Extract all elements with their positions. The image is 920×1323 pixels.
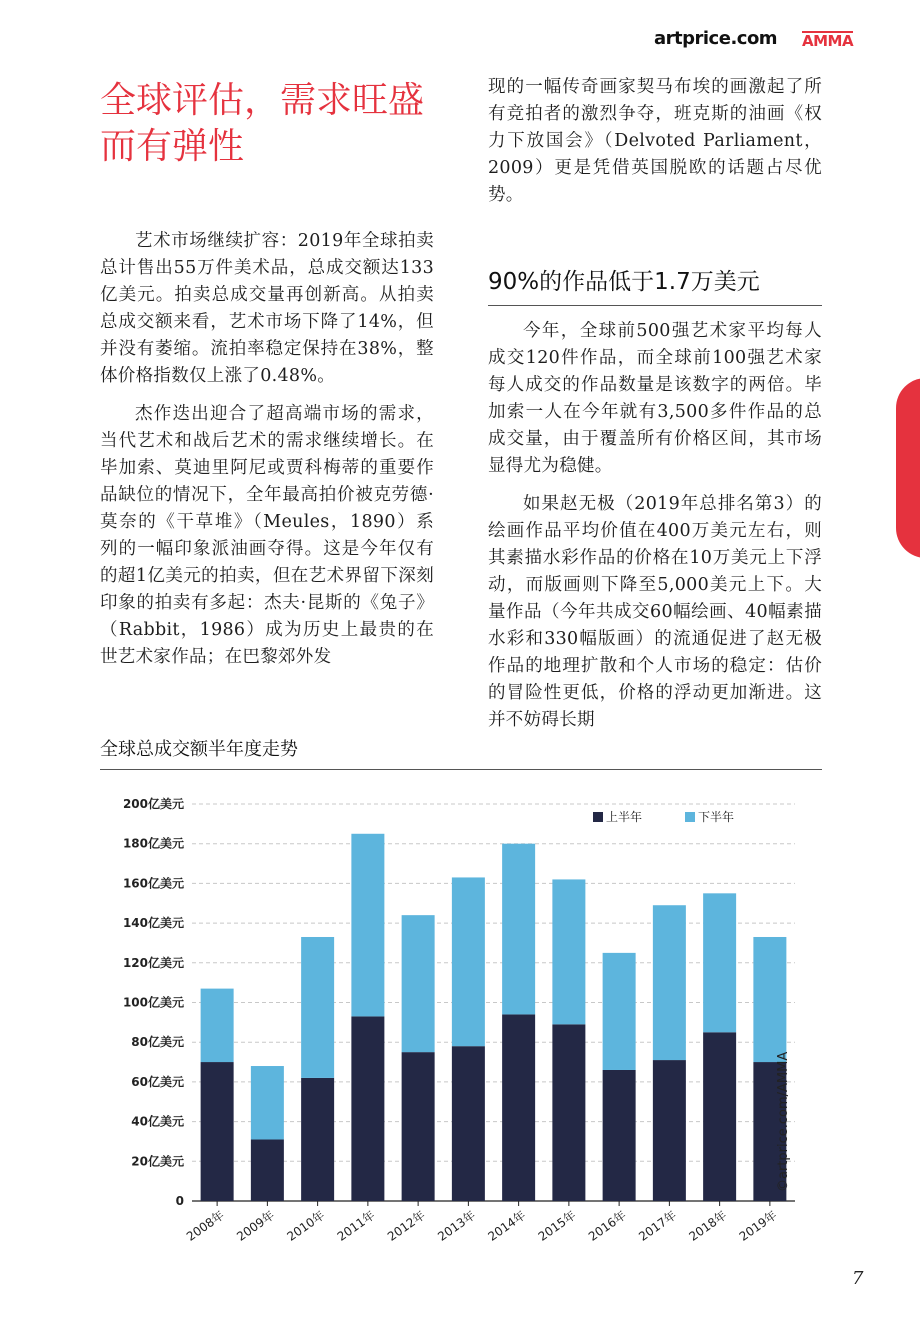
bar-segment (502, 1014, 535, 1201)
x-tick-label: 2014年 (485, 1207, 529, 1244)
bar-segment (251, 1139, 284, 1201)
paragraph: 今年，全球前500强艺术家平均每人成交120件作品，而全球前100强艺术家每人成交的作品数量是该数字的两倍。毕加索一人在今年就有3,500多件作品的总成交量，由于覆盖所有价格区间，其市场显得尤为稳健。 (488, 321, 822, 476)
bar-segment (301, 1078, 334, 1201)
bar-segment (452, 1046, 485, 1201)
bar-segment (351, 834, 384, 1017)
bar-segment (603, 1070, 636, 1201)
y-tick-label: 100亿美元 (122, 995, 184, 1010)
x-tick-label: 2009年 (234, 1207, 278, 1244)
bar-segment (603, 953, 636, 1070)
x-tick-label: 2016年 (585, 1207, 629, 1244)
legend-swatch (593, 812, 603, 822)
bar-segment (402, 1052, 435, 1201)
article-title: 全球评估，需求旺盛而有弹性 (100, 80, 425, 167)
y-tick-label: 20亿美元 (131, 1154, 184, 1169)
y-tick-label: 120亿美元 (122, 955, 184, 970)
x-tick-label: 2015年 (535, 1207, 579, 1244)
y-tick-label: 180亿美元 (122, 836, 184, 851)
bar-segment (402, 915, 435, 1052)
bar-segment (552, 1024, 585, 1201)
y-tick-label: 0 (175, 1194, 184, 1208)
artprice-logo: artprice.com (654, 28, 778, 49)
x-tick-label: 2019年 (736, 1207, 780, 1244)
bar-segment (703, 893, 736, 1032)
chapter-side-tab (896, 378, 920, 558)
paragraph: 现的一幅传奇画家契马布埃的画激起了所有竞拍者的激烈争夺，班克斯的油画《权力下放国会》（Delvoted Parliament，2009）更是凭借英国脱欧的话题占尽优势。 (488, 77, 822, 205)
bar-segment (653, 905, 686, 1060)
bar-segment (452, 877, 485, 1046)
chart-source-credit: ©artprice.com/AMMA (776, 1051, 791, 1192)
bar-segment (201, 989, 234, 1062)
right-column-continuation (488, 74, 822, 209)
legend-swatch (685, 812, 695, 822)
y-tick-label: 60亿美元 (131, 1074, 184, 1089)
chart-title: 全球总成交额半年度走势 (100, 737, 822, 770)
x-tick-label: 2018年 (686, 1207, 730, 1244)
bar-segment (653, 1060, 686, 1201)
y-tick-label: 140亿美元 (122, 916, 184, 931)
x-tick-label: 2013年 (435, 1207, 479, 1244)
bar-segment (351, 1016, 384, 1201)
legend-label: 上半年 (606, 810, 643, 824)
left-column (100, 228, 434, 671)
half-year-sales-chart (100, 784, 822, 1254)
bar-segment (552, 879, 585, 1024)
bar-segment (502, 844, 535, 1015)
paragraph: 艺术市场继续扩容：2019年全球拍卖总计售出55万件美术品，总成交额达133亿美元。拍卖总成交量再创新高。从拍卖总成交额来看，艺术市场下降了14%，但并没有萎缩。流拍率稳定保持在38%，整体价格指数仅上涨了0.48%。 (100, 231, 434, 386)
right-column (488, 318, 822, 734)
x-tick-label: 2011年 (334, 1207, 378, 1244)
bar-segment (753, 937, 786, 1062)
legend-label: 下半年 (698, 810, 735, 824)
bar-segment (201, 1062, 234, 1201)
x-tick-label: 2012年 (384, 1207, 428, 1244)
y-tick-label: 80亿美元 (131, 1035, 184, 1050)
amma-logo: AMMA (802, 32, 854, 50)
x-tick-label: 2017年 (636, 1207, 680, 1244)
paragraph: 如果赵无极（2019年总排名第3）的绘画作品平均价值在400万美元左右，则其素描水彩作品的价格在10万美元上下浮动，而版画则下降至5,000美元上下。大量作品（今年共成交60幅绘画、40幅素描水彩和330幅版画）的流通促进了赵无极作品的地理扩散和个人市场的稳定：估价的冒险性更低，价格的浮动更加渐进。这并不妨碍长期 (488, 494, 822, 730)
bar-segment (301, 937, 334, 1078)
x-tick-label: 2010年 (284, 1207, 328, 1244)
y-tick-label: 200亿美元 (122, 797, 184, 811)
bar-segment (703, 1032, 736, 1201)
page-number: 7 (852, 1268, 864, 1289)
section-heading: 90%的作品低于1.7万美元 (488, 267, 822, 306)
paragraph: 杰作迭出迎合了超高端市场的需求，当代艺术和战后艺术的需求继续增长。在毕加索、莫迪里阿尼或贾科梅蒂的重要作品缺位的情况下，全年最高拍价被克劳德·莫奈的《干草堆》（Meules，1890）系列的一幅印象派油画夺得。这是今年仅有的超1亿美元的拍卖，但在艺术界留下深刻印象的拍卖有多起：杰夫·昆斯的《兔子》（Rabbit，1986）成为历史上最贵的在世艺术家作品；在巴黎郊外发 (100, 404, 434, 667)
y-tick-label: 40亿美元 (131, 1114, 184, 1129)
x-tick-label: 2008年 (183, 1207, 227, 1244)
bar-segment (251, 1066, 284, 1139)
y-tick-label: 160亿美元 (122, 876, 184, 891)
